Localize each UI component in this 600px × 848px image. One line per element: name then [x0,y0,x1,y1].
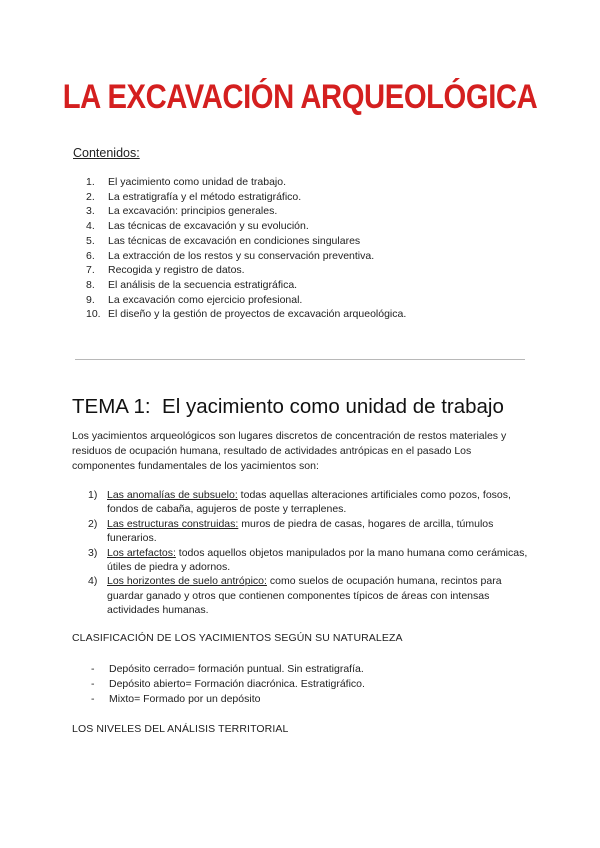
list-description: muros de piedra de casas, hogares de arcilla, túmulos funerarios. [107,517,494,545]
bullet-dash: - [91,693,95,705]
contents-label: Contenidos: [73,146,140,160]
section-title-text: El yacimiento como unidad de trabajo [162,395,504,418]
toc-number: 9. [86,293,95,306]
toc-number: 6. [86,249,95,262]
toc-text: Las técnicas de excavación y su evolución. [108,220,309,233]
list-item [91,677,365,692]
toc-item [86,204,406,219]
toc-text: El análisis de la secuencia estratigráfica. [108,278,298,291]
list-description: todos aquellos objetos manipulados por la mano humana como cerámicas, útiles de piedra y adornos. [107,546,528,574]
list-item [91,692,365,707]
toc-text: Recogida y registro de datos. [108,264,245,277]
toc-item [86,175,406,190]
list-item-text: Mixto= Formado por un depósito [109,693,261,705]
toc-text: La extracción de los restos y su conservación preventiva. [108,249,375,262]
section-title [72,395,504,419]
document-title: LA EXCAVACIÓN ARQUEOLÓGICA [62,78,538,116]
list-item [88,546,533,575]
toc-text: Las técnicas de excavación en condiciones singulares [108,234,361,247]
list-number: 3) [88,546,98,559]
toc-text: La excavación: principios generales. [108,205,278,218]
classification-heading: CLASIFICACIÓN DE LOS YACIMIENTOS SEGÚN SU NATURALEZA [72,632,403,644]
territorial-levels-heading: LOS NIVELES DEL ANÁLISIS TERRITORIAL [72,723,289,735]
toc-item [86,263,406,278]
list-item [88,488,533,517]
bullet-dash: - [91,678,95,690]
bullet-dash: - [91,663,95,675]
toc-text: La excavación como ejercicio profesional. [108,293,303,306]
list-item [88,517,533,546]
toc-number: 2. [86,190,95,203]
list-term: Los artefactos: [107,546,176,559]
list-item [88,574,533,617]
list-item-content [107,517,533,546]
list-description: como suelos de ocupación humana, recintos para guardar ganado y otros que contienen componentes típicos de áreas con intensas actividades humanas. [107,575,502,617]
components-list [88,488,533,618]
toc-text: El diseño y la gestión de proyectos de excavación arqueológica. [108,308,407,321]
toc-item [86,219,406,234]
toc-text: La estratigrafía y el método estratigráfico. [108,190,302,203]
toc-number: 3. [86,205,95,218]
list-item-text: Depósito cerrado= formación puntual. Sin estratigrafía. [109,663,364,675]
toc-item [86,234,406,249]
list-number: 2) [88,517,98,530]
list-item [91,662,365,677]
list-term: Las anomalías de subsuelo: [107,489,238,501]
list-description: todas aquellas alteraciones artificiales como pozos, fosos, fondos de cabaña, agujeros de poste y terraplenes. [107,489,511,516]
toc-number: 1. [86,176,95,188]
toc-text: El yacimiento como unidad de trabajo. [108,176,287,188]
toc-number: 4. [86,220,95,233]
horizontal-divider [75,359,525,360]
toc-number: 5. [86,234,95,247]
list-term: Los horizontes de suelo antrópico: [107,575,267,588]
section-prefix: TEMA 1: [72,395,151,418]
toc-item [86,278,406,293]
list-term: Las estructuras construidas: [107,517,239,530]
toc-item [86,249,406,264]
toc-number: 8. [86,278,95,291]
intro-paragraph: Los yacimientos arqueológicos son lugares discretos de concentración de restos materiales y residuos de ocupación humana, resultado de actividades antrópicas en el pasado Los componentes fundamentales de los yacimientos son: [72,430,507,472]
list-item-text: Depósito abierto= Formación diacrónica. Estratigráfico. [109,678,365,690]
list-number: 4) [88,575,98,588]
toc-number: 10. [86,308,101,321]
toc-item [86,293,406,308]
deposit-types-list [91,662,365,707]
toc-item [86,190,406,205]
toc-number: 7. [86,264,95,277]
toc-item [86,307,406,322]
list-item-content [107,546,533,575]
list-number: 1) [88,489,98,501]
list-item-content [107,488,533,517]
table-of-contents [86,175,406,322]
list-item-content [107,574,533,617]
